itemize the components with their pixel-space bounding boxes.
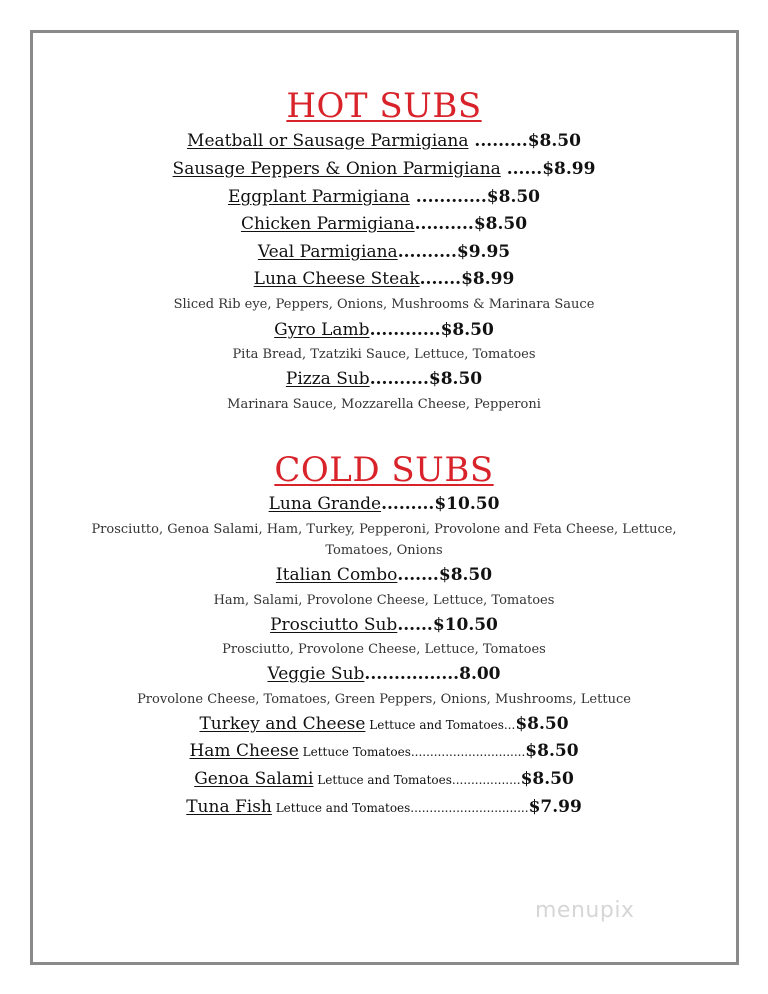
item-description: Marinara Sauce, Mozzarella Cheese, Pepperoni	[227, 397, 541, 412]
menu-item: Genoa Salami Lettuce and Tomatoes..................$8.50	[194, 769, 574, 789]
menu-item: Pizza Sub..........$8.50	[285, 369, 483, 389]
item-description: Pita Bread, Tzatziki Sauce, Lettuce, Tomatoes	[232, 347, 536, 362]
item-description: Sliced Rib eye, Peppers, Onions, Mushrooms & Marinara Sauce	[173, 297, 595, 312]
menu-item: Gyro Lamb............$8.50	[274, 320, 494, 340]
menu-item: Italian Combo.......$8.50	[275, 565, 493, 585]
hot-subs-title: HOT SUBS	[286, 86, 482, 126]
menu-item: Sausage Peppers & Onion Parmigiana ......$8.99	[172, 159, 596, 179]
menu-item: Tuna Fish Lettuce and Tomatoes...............................$7.99	[186, 797, 582, 817]
menu-item: Eggplant Parmigiana ............$8.50	[227, 187, 541, 207]
menupix-watermark: menupix	[535, 898, 635, 923]
menu-item: Ham Cheese Lettuce Tomatoes..............................$8.50	[189, 741, 579, 761]
menu-item: Turkey and Cheese Lettuce and Tomatoes...$8.50	[199, 714, 569, 734]
item-description: Ham, Salami, Provolone Cheese, Lettuce, Tomatoes	[213, 593, 555, 608]
menu-item: Chicken Parmigiana..........$8.50	[240, 214, 528, 234]
menu-item: Luna Cheese Steak.......$8.99	[253, 269, 515, 289]
menu-item: Veggie Sub................8.00	[267, 664, 501, 684]
menu-item: Luna Grande.........$10.50	[268, 494, 500, 514]
item-description: Prosciutto, Provolone Cheese, Lettuce, Tomatoes	[222, 642, 546, 657]
cold-subs-title: COLD SUBS	[274, 450, 494, 490]
item-description: Prosciutto, Genoa Salami, Ham, Turkey, Pepperoni, Provolone and Feta Cheese, Lettuce, Tomatoes, Onions	[91, 522, 677, 558]
menu-item: Prosciutto Sub......$10.50	[270, 615, 498, 635]
menu-item: Veal Parmigiana..........$9.95	[257, 242, 511, 262]
menu-item: Meatball or Sausage Parmigiana .........$8.50	[187, 131, 581, 151]
item-description: Provolone Cheese, Tomatoes, Green Peppers, Onions, Mushrooms, Lettuce	[137, 692, 631, 707]
